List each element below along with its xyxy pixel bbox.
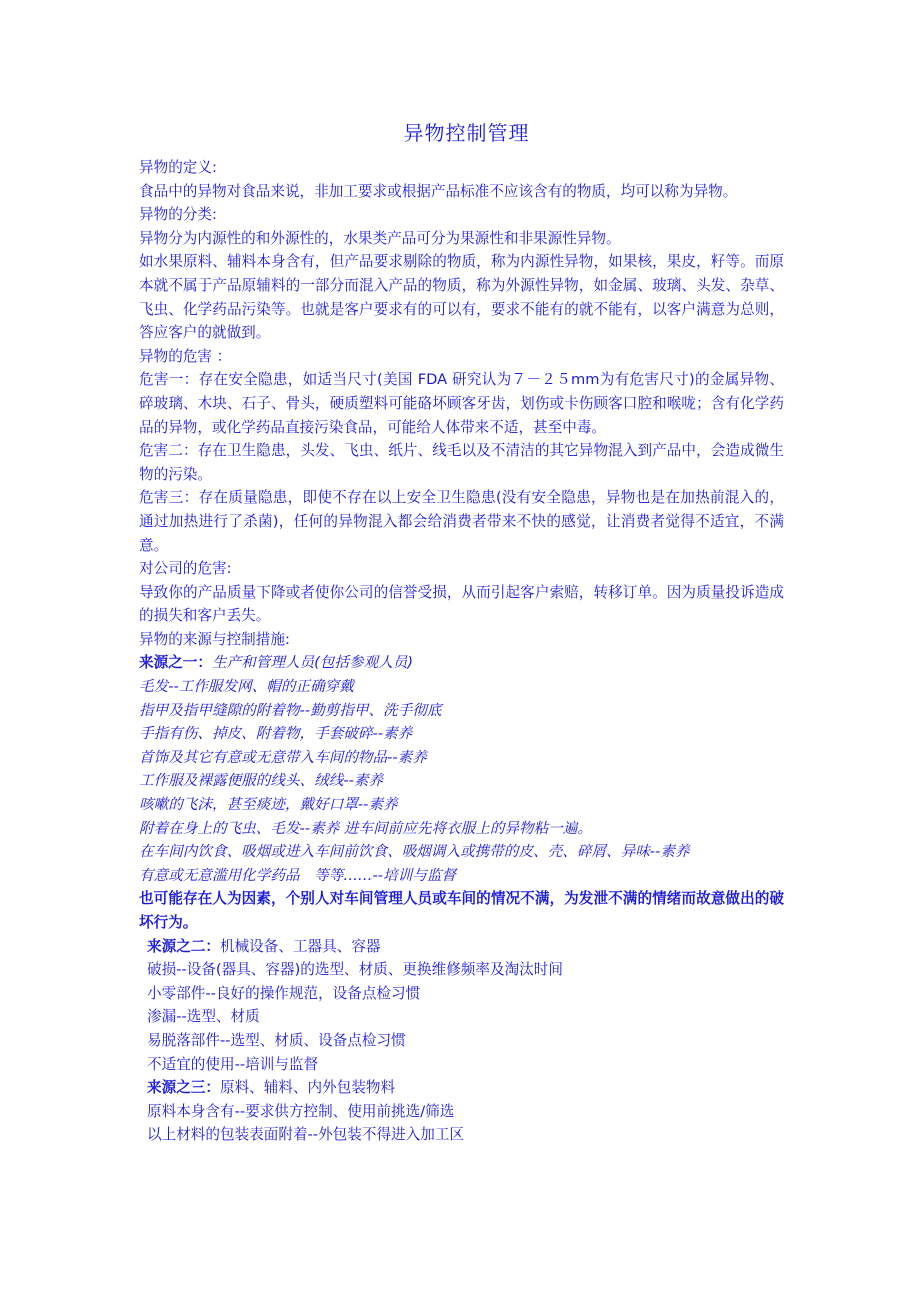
source-one-item: 毛发--工作服发网、帽的正确穿戴 — [139, 678, 354, 696]
classification-detail: 如水果原料、辅料本身含有，但产品要求剔除的物质，称为内源性异物，如果核，果皮，籽等。而原本就不属于产品原辅料的一部分而混入产品的物质，称为外源性异物，如金属、玻璃、头发、杂草、飞虫、化学药品污染等。也就是客户要求有的可以有，要求不能有的就不能有，以客户满意为总则，答应客户的就做到。 — [139, 253, 784, 342]
source-three-item: 以上材料的包装表面附着--外包装不得进入加工区 — [147, 1126, 465, 1144]
source-three-item: 原料本身含有--要求供方控制、使用前挑选/筛选 — [147, 1102, 455, 1120]
source-one-label: 来源之一： — [139, 654, 212, 672]
company-hazard-heading: 对公司的危害: — [139, 560, 232, 578]
document-page — [139, 0, 784, 1147]
document-body — [139, 156, 784, 1147]
source-two-item: 渗漏--选型、材质 — [147, 1008, 260, 1026]
source-one-item: 指甲及指甲缝隙的附着物--勤剪指甲、洗手彻底 — [139, 701, 442, 719]
source-one-item: 工作服及裸露便服的线头、绒线--素养 — [139, 772, 384, 790]
hazard-two: 危害二：存在卫生隐患，头发、飞虫、纸片、线毛以及不清洁的其它异物混入到产品中，会造成微生物的污染。 — [139, 442, 784, 483]
definition-text: 食品中的异物对食品来说，非加工要求或根据产品标准不应该含有的物质，均可以称为异物。 — [139, 182, 738, 200]
source-two-item: 小零部件--良好的操作规范，设备点检习惯 — [147, 984, 421, 1002]
source-two-item: 不适宜的使用--培训与监督 — [147, 1055, 319, 1073]
source-one-item: 首饰及其它有意或无意带入车间的物品--素养 — [139, 748, 427, 766]
source-three-value: 原料、辅料、内外包装物料 — [219, 1079, 396, 1097]
source-two-line — [139, 935, 784, 959]
source-two-item: 破损--设备(器具、容器)的选型、材质、更换维修频率及淘汰时间 — [147, 961, 563, 979]
source-one-item: 手指有伤、掉皮、附着物，手套破碎--素养 — [139, 725, 413, 743]
source-two-item: 易脱落部件--选型、材质、设备点检习惯 — [147, 1031, 406, 1049]
document-title: 异物控制管理 — [403, 121, 530, 145]
source-one-item: 附着在身上的飞虫、毛发--素养 进车间前应先将衣服上的异物粘一遍。 — [139, 819, 592, 837]
classification-text: 异物分为内源性的和外源性的，水果类产品可分为果源性和非果源性异物。 — [139, 229, 621, 247]
hazard-heading: 异物的危害 ： — [139, 347, 232, 365]
source-two-value: 机械设备、工器具、容器 — [219, 937, 381, 955]
source-one-item: 咳嗽的飞沫，甚至痰迹，戴好口罩--素养 — [139, 796, 398, 814]
source-one-value: 生产和管理人员(包括参观人员) — [211, 654, 414, 672]
source-three-label: 来源之三： — [147, 1079, 220, 1097]
classification-heading: 异物的分类: — [139, 206, 217, 224]
source-one-item: 在车间内饮食、吸烟或进入车间前饮食、吸烟调入或携带的皮、壳、碎屑、异味--素养 — [139, 843, 690, 861]
hazard-three: 危害三：存在质量隐患，即使不存在以上安全卫生隐患(没有安全隐患，异物也是在加热前混入的，通过加热进行了杀菌)，任何的异物混入都会给消费者带来不快的感觉，让消费者觉得不适宜，不满意。 — [139, 489, 784, 554]
source-two-label: 来源之二： — [147, 937, 220, 955]
definition-heading: 异物的定义: — [139, 159, 217, 176]
source-one-item: 有意或无意滥用化学药品 等等……--培训与监督 — [139, 866, 457, 884]
hazard-one: 危害一：存在安全隐患，如适当尺寸(美国 FDA 研究认为７－２５mm为有危害尺寸)的金属异物、碎玻璃、木块、石子、骨头，硬质塑料可能硌坏顾客牙齿，划伤或卡伤顾客口腔和喉咙；含有化学药品的异物，或化学药品直接污染食品，可能给人体带来不适，甚至中毒。 — [139, 371, 784, 436]
sources-heading: 异物的来源与控制措施: — [139, 630, 290, 648]
source-one-line — [139, 651, 784, 675]
human-factor-note: 也可能存在人为因素，个别人对车间管理人员或车间的情况不满，为发泄不满的情绪而故意做出的破坏行为。 — [139, 890, 784, 931]
company-hazard-text: 导致你的产品质量下降或者使你公司的信誉受损，从而引起客户索赔，转移订单。因为质量投诉造成的损失和客户丢失。 — [139, 583, 784, 625]
source-three-line — [139, 1076, 784, 1100]
